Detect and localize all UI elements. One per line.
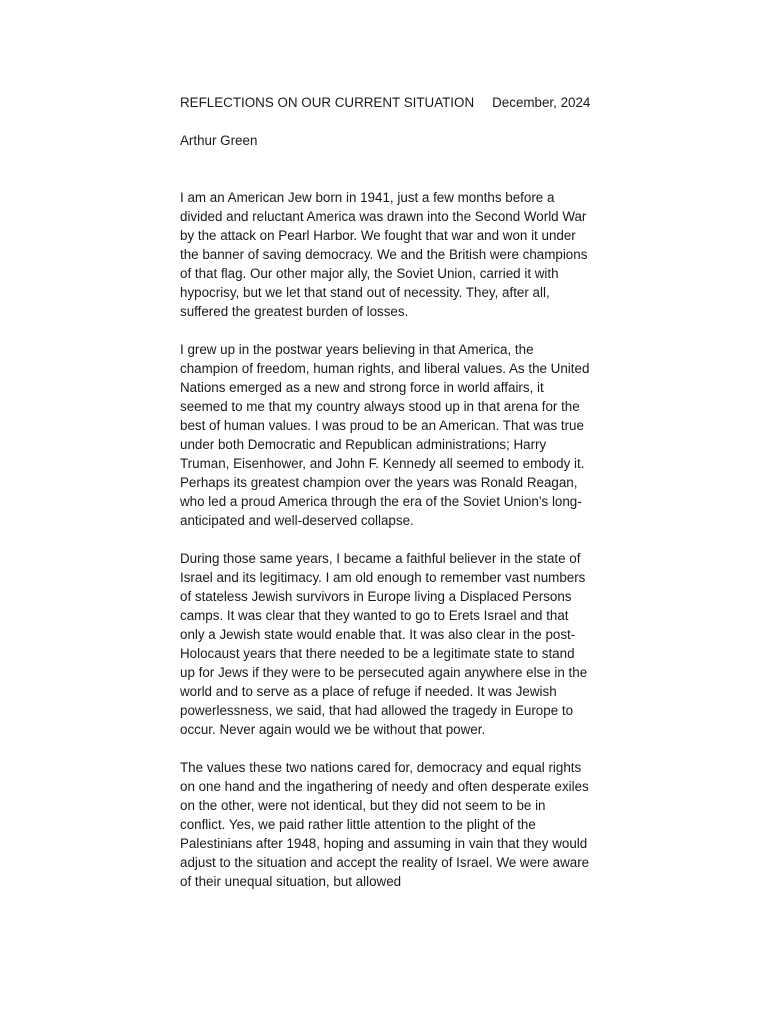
paragraph-2: I grew up in the postwar years believing in that America, the champion of freedom, human rights, and liberal values. As the United Nations emerged as a new and strong force in world affairs, it seemed to me that my country always stood up in that arena for the best of human values. I was proud to be an American. That was true under both Democratic and Republican administrations; Harry Truman, Eisenhower, and John F. Kennedy all seemed to embody it. Perhaps its greatest champion over the years was Ronald Reagan, who led a proud America through the era of the Soviet Union’s long-anticipated and well-deserved collapse. xyxy=(180,342,590,528)
paragraph-3: During those same years, I became a faithful believer in the state of Israel and its legitimacy. I am old enough to remember vast numbers of stateless Jewish survivors in Europe living a Displaced Persons camps. It was clear that they wanted to go to Erets Israel and that only a Jewish state would enable that. It was also clear in the post-Holocaust years that there needed to be a legitimate state to stand up for Jews if they were to be persecuted again anywhere else in the world and to serve as a place of refuge if needed. It was Jewish powerlessness, we said, that had allowed the tragedy in Europe to occur. Never again would we be without that power. xyxy=(180,551,588,737)
document-body xyxy=(180,188,590,891)
document-date: December, 2024 xyxy=(492,95,591,110)
document-title: REFLECTIONS ON OUR CURRENT SITUATION xyxy=(180,95,475,110)
document-author: Arthur Green xyxy=(180,133,258,148)
document-page xyxy=(180,93,590,910)
document-header xyxy=(180,93,590,112)
paragraph-4: The values these two nations cared for, democracy and equal rights on one hand and the ingathering of needy and often desperate exiles on the other, were not identical, but they did not seem to be in conflict. Yes, we paid rather little attention to the plight of the Palestinians after 1948, hoping and assuming in vain that they would adjust to the situation and accept the reality of Israel. We were aware of their unequal situation, but allowed xyxy=(180,760,590,889)
paragraph-1: I am an American Jew born in 1941, just a few months before a divided and reluctant America was drawn into the Second World War by the attack on Pearl Harbor. We fought that war and won it under the banner of saving democracy. We and the British were champions of that flag. Our other major ally, the Soviet Union, carried it with hypocrisy, but we let that stand out of necessity. They, after all, suffered the greatest burden of losses. xyxy=(180,190,588,319)
